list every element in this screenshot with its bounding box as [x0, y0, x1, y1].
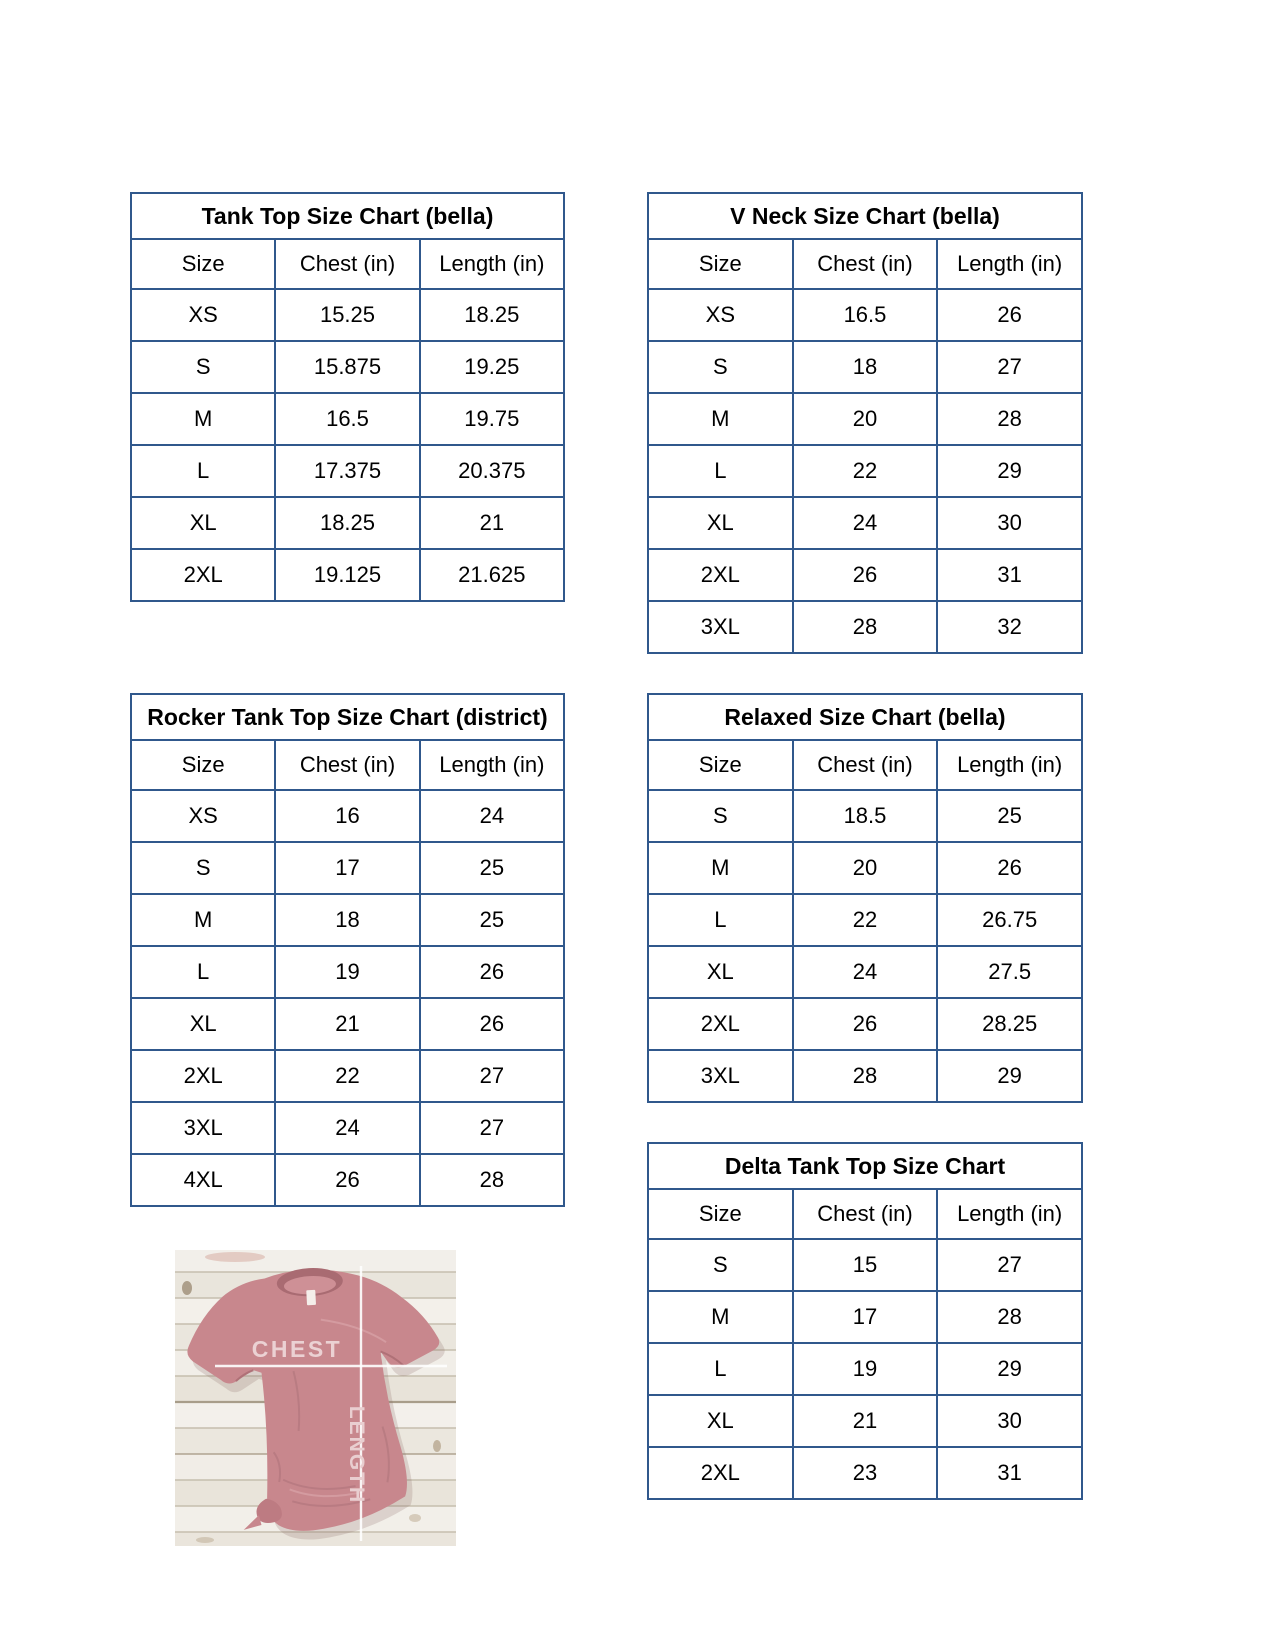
table-row	[131, 289, 564, 341]
length-cell: 28.25	[937, 998, 1082, 1050]
size-cell: 2XL	[131, 1050, 275, 1102]
size-cell: M	[648, 1291, 793, 1343]
length-cell: 19.25	[420, 341, 564, 393]
chest-cell: 15.875	[275, 341, 419, 393]
size-cell: XL	[648, 946, 793, 998]
size-cell: S	[648, 341, 793, 393]
table-row	[648, 601, 1082, 653]
length-cell: 27	[420, 1050, 564, 1102]
length-cell: 29	[937, 1343, 1082, 1395]
column-header: Length (in)	[420, 239, 564, 289]
table-row	[648, 1395, 1082, 1447]
size-cell: 3XL	[648, 601, 793, 653]
length-cell: 30	[937, 497, 1082, 549]
length-cell: 28	[937, 393, 1082, 445]
length-cell: 28	[937, 1291, 1082, 1343]
size-cell: S	[648, 790, 793, 842]
size-table	[647, 1142, 1083, 1500]
chest-cell: 17	[275, 842, 419, 894]
chest-cell: 19.125	[275, 549, 419, 601]
table-row	[648, 1050, 1082, 1102]
chest-cell: 21	[275, 998, 419, 1050]
table-row	[648, 790, 1082, 842]
length-cell: 25	[937, 790, 1082, 842]
rocker-tank-top-size-chart	[130, 693, 565, 1207]
table-row	[648, 1291, 1082, 1343]
length-cell: 24	[420, 790, 564, 842]
size-table	[130, 693, 565, 1207]
chest-cell: 28	[793, 601, 938, 653]
size-cell: L	[648, 445, 793, 497]
table-row	[648, 289, 1082, 341]
chest-cell: 20	[793, 842, 938, 894]
relaxed-size-chart	[647, 693, 1083, 1103]
chest-cell: 26	[793, 549, 938, 601]
table-row	[131, 1154, 564, 1206]
chest-cell: 22	[793, 445, 938, 497]
length-cell: 27.5	[937, 946, 1082, 998]
column-header: Chest (in)	[793, 239, 938, 289]
column-header: Chest (in)	[793, 1189, 938, 1239]
column-header: Size	[648, 1189, 793, 1239]
size-cell: S	[648, 1239, 793, 1291]
chest-cell: 24	[793, 497, 938, 549]
table-row	[131, 894, 564, 946]
chest-cell: 16	[275, 790, 419, 842]
table-row	[648, 946, 1082, 998]
table-row	[648, 497, 1082, 549]
column-header: Length (in)	[937, 1189, 1082, 1239]
chest-cell: 18.25	[275, 497, 419, 549]
table-title: Rocker Tank Top Size Chart (district)	[131, 694, 564, 740]
size-cell: XS	[131, 790, 275, 842]
table-title: Tank Top Size Chart (bella)	[131, 193, 564, 239]
size-cell: XL	[131, 998, 275, 1050]
size-cell: 2XL	[648, 549, 793, 601]
length-cell: 26	[420, 998, 564, 1050]
size-cell: L	[648, 1343, 793, 1395]
table-row	[648, 445, 1082, 497]
table-row	[131, 497, 564, 549]
chest-cell: 23	[793, 1447, 938, 1499]
table-row	[648, 1447, 1082, 1499]
wood-knot	[196, 1537, 214, 1543]
chest-cell: 16.5	[275, 393, 419, 445]
chest-cell: 15.25	[275, 289, 419, 341]
length-cell: 20.375	[420, 445, 564, 497]
size-cell: 4XL	[131, 1154, 275, 1206]
wood-red-smudge	[205, 1252, 265, 1262]
chest-cell: 22	[275, 1050, 419, 1102]
column-header: Size	[131, 740, 275, 790]
table-title: V Neck Size Chart (bella)	[648, 193, 1082, 239]
table-row	[131, 842, 564, 894]
table-row	[131, 341, 564, 393]
chest-cell: 22	[793, 894, 938, 946]
length-cell: 18.25	[420, 289, 564, 341]
table-row	[131, 1102, 564, 1154]
length-cell: 31	[937, 1447, 1082, 1499]
length-cell: 29	[937, 1050, 1082, 1102]
column-header: Size	[131, 239, 275, 289]
length-cell: 27	[420, 1102, 564, 1154]
size-cell: XS	[131, 289, 275, 341]
length-cell: 32	[937, 601, 1082, 653]
size-table	[647, 693, 1083, 1103]
table-title: Delta Tank Top Size Chart	[648, 1143, 1082, 1189]
column-header: Length (in)	[937, 740, 1082, 790]
size-cell: XL	[648, 1395, 793, 1447]
size-cell: L	[648, 894, 793, 946]
size-cell: 2XL	[648, 998, 793, 1050]
chest-cell: 21	[793, 1395, 938, 1447]
column-header: Size	[648, 239, 793, 289]
chest-cell: 24	[793, 946, 938, 998]
length-cell: 27	[937, 341, 1082, 393]
length-cell: 26	[420, 946, 564, 998]
size-cell: S	[131, 341, 275, 393]
size-cell: M	[131, 894, 275, 946]
chest-cell: 17	[793, 1291, 938, 1343]
size-cell: 3XL	[648, 1050, 793, 1102]
table-row	[131, 998, 564, 1050]
table-row	[648, 549, 1082, 601]
size-table	[647, 192, 1083, 654]
delta-tank-top-size-chart	[647, 1142, 1083, 1500]
chest-cell: 24	[275, 1102, 419, 1154]
table-row	[131, 1050, 564, 1102]
length-cell: 26.75	[937, 894, 1082, 946]
table-row	[131, 393, 564, 445]
chest-cell: 26	[793, 998, 938, 1050]
table-row	[131, 790, 564, 842]
size-table	[130, 192, 565, 602]
tank-top-size-chart	[130, 192, 565, 602]
size-cell: M	[131, 393, 275, 445]
table-row	[648, 1343, 1082, 1395]
table-row	[648, 842, 1082, 894]
length-label: LENGTH	[345, 1405, 368, 1505]
chest-cell: 18	[793, 341, 938, 393]
size-cell: L	[131, 946, 275, 998]
chest-cell: 17.375	[275, 445, 419, 497]
size-cell: M	[648, 393, 793, 445]
column-header: Size	[648, 740, 793, 790]
chest-cell: 16.5	[793, 289, 938, 341]
length-cell: 31	[937, 549, 1082, 601]
table-row	[131, 946, 564, 998]
size-cell: 2XL	[648, 1447, 793, 1499]
length-cell: 21	[420, 497, 564, 549]
chest-cell: 18	[275, 894, 419, 946]
column-header: Length (in)	[420, 740, 564, 790]
table-title: Relaxed Size Chart (bella)	[648, 694, 1082, 740]
v-neck-size-chart	[647, 192, 1083, 654]
chest-label: CHEST	[251, 1336, 343, 1362]
tshirt-measurement-photo	[175, 1250, 456, 1546]
length-cell: 30	[937, 1395, 1082, 1447]
column-header: Chest (in)	[275, 740, 419, 790]
length-cell: 26	[937, 289, 1082, 341]
table-row	[648, 998, 1082, 1050]
wood-knot	[433, 1440, 441, 1452]
column-header: Length (in)	[937, 239, 1082, 289]
wood-knot	[182, 1281, 192, 1295]
length-cell: 21.625	[420, 549, 564, 601]
size-cell: M	[648, 842, 793, 894]
tshirt-graphic	[175, 1250, 456, 1546]
table-row	[648, 393, 1082, 445]
chest-cell: 15	[793, 1239, 938, 1291]
size-cell: XS	[648, 289, 793, 341]
size-cell: L	[131, 445, 275, 497]
chest-cell: 19	[793, 1343, 938, 1395]
chest-cell: 18.5	[793, 790, 938, 842]
wood-knot	[409, 1514, 421, 1522]
length-cell: 19.75	[420, 393, 564, 445]
length-cell: 29	[937, 445, 1082, 497]
table-row	[648, 1239, 1082, 1291]
chest-cell: 19	[275, 946, 419, 998]
chest-cell: 20	[793, 393, 938, 445]
size-cell: XL	[648, 497, 793, 549]
size-cell: 3XL	[131, 1102, 275, 1154]
table-row	[648, 341, 1082, 393]
column-header: Chest (in)	[275, 239, 419, 289]
length-cell: 28	[420, 1154, 564, 1206]
size-cell: S	[131, 842, 275, 894]
length-cell: 26	[937, 842, 1082, 894]
table-row	[131, 549, 564, 601]
length-cell: 25	[420, 894, 564, 946]
size-cell: 2XL	[131, 549, 275, 601]
chest-cell: 26	[275, 1154, 419, 1206]
size-cell: XL	[131, 497, 275, 549]
collar-tag	[306, 1290, 316, 1305]
chest-cell: 28	[793, 1050, 938, 1102]
table-row	[648, 894, 1082, 946]
length-cell: 27	[937, 1239, 1082, 1291]
table-row	[131, 445, 564, 497]
length-cell: 25	[420, 842, 564, 894]
column-header: Chest (in)	[793, 740, 938, 790]
